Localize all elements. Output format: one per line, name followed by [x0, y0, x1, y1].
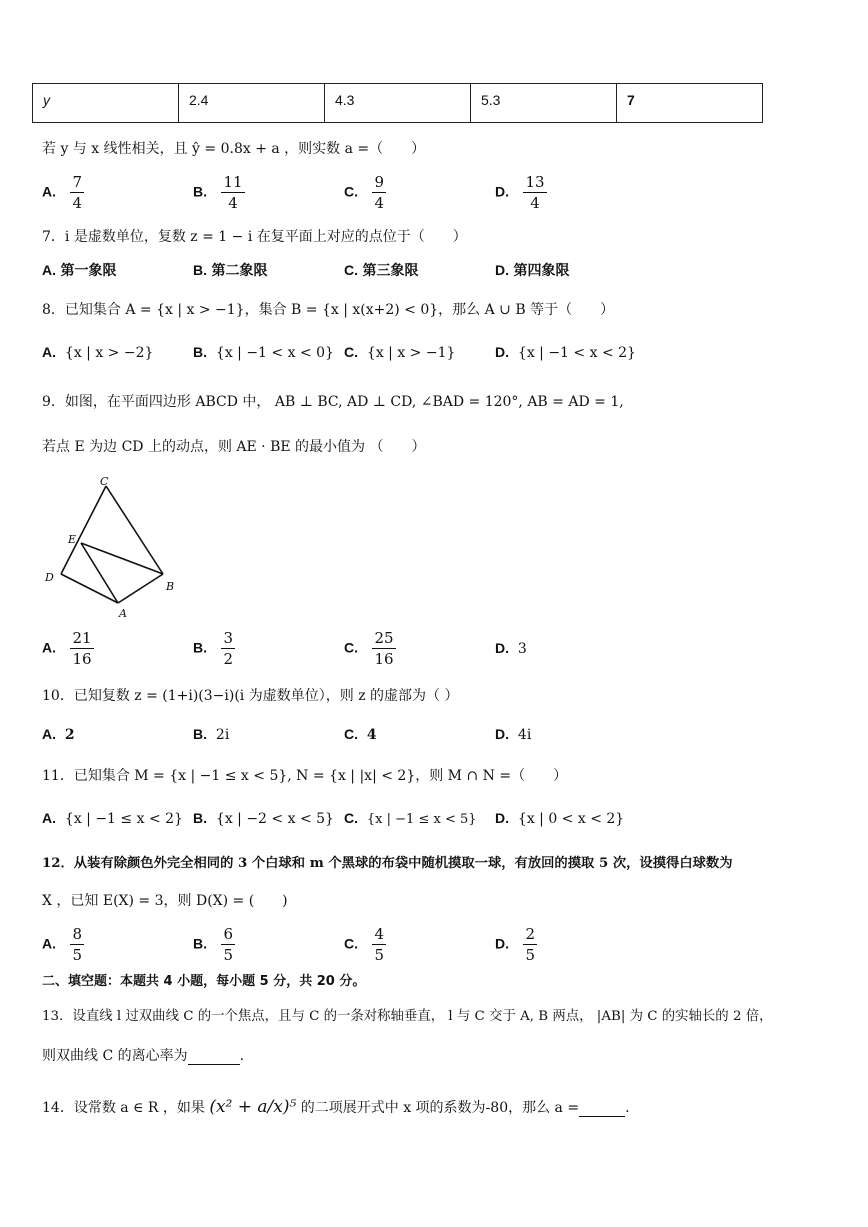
option-label: C. [344, 810, 358, 826]
q13-text: 则双曲线 C 的离心率为 [42, 1048, 188, 1064]
q9-option-c[interactable] [344, 628, 396, 669]
numerator: 2 [525, 925, 535, 943]
q9-option-b[interactable] [193, 628, 235, 669]
option-label: A. [42, 810, 56, 826]
denominator: 5 [72, 946, 82, 964]
q14-stem [42, 1097, 630, 1117]
numerator: 8 [72, 925, 82, 943]
option-label: B. [193, 935, 207, 952]
option-text: {x | x > −2} [64, 345, 154, 361]
q10-option-d[interactable] [495, 726, 531, 743]
denominator: 2 [223, 650, 233, 668]
table-cell: 2.4 [179, 84, 325, 123]
fraction [70, 924, 84, 965]
option-label: D. [495, 640, 509, 656]
q6-option-a[interactable] [42, 172, 84, 213]
data-table [32, 83, 763, 123]
option-text: 第四象限 [513, 263, 570, 279]
q6-stem: 若 y 与 x 线性相关，且 ŷ = 0.8x + a ，则实数 a =（ ） [42, 141, 426, 157]
denominator: 16 [374, 650, 394, 668]
q14-text-a: 14．设常数 a ∈ R ，如果 [42, 1100, 205, 1116]
option-label: B. [193, 639, 207, 656]
option-text: 4 [366, 727, 377, 743]
numerator: 9 [374, 173, 384, 191]
option-text: {x | −2 < x < 5} [215, 811, 334, 827]
figure-label-e: E [68, 533, 77, 546]
numerator: 21 [72, 629, 92, 647]
option-label: A. [42, 726, 56, 742]
q14-end: . [625, 1100, 630, 1116]
numerator: 25 [374, 629, 394, 647]
numerator: 11 [223, 173, 243, 191]
q8-stem: 8．已知集合 A = {x | x > −1}，集合 B = {x | x(x+2) < 0}，那么 A ∪ B 等于（ ） [42, 302, 615, 318]
section-heading: 二、填空题：本题共 4 小题，每小题 5 分，共 20 分。 [42, 974, 366, 989]
option-label: B. [193, 344, 207, 360]
q12-option-a[interactable] [42, 924, 84, 965]
table-cell: 4.3 [325, 84, 471, 123]
table-cell: 5.3 [471, 84, 617, 123]
q10-stem: 10．已知复数 z = (1+i)(3−i)(i 为虚数单位），则 z 的虚部为（ ） [42, 688, 459, 704]
q9-stem-line2: 若点 E 为边 CD 上的动点，则 AE · BE 的最小值为 （ ） [42, 439, 426, 455]
fraction [372, 924, 386, 965]
fraction [221, 628, 235, 669]
option-label: D. [495, 935, 509, 952]
q7-stem: 7．i 是虚数单位，复数 z = 1 − i 在复平面上对应的点位于（ ） [42, 229, 467, 245]
option-label: D. [495, 183, 509, 200]
option-label: C. [344, 183, 358, 200]
figure-label-d: D [45, 571, 54, 584]
numerator: 6 [223, 925, 233, 943]
denominator: 4 [530, 194, 540, 212]
q12-stem-line1: 12．从装有除颜色外完全相同的 3 个白球和 m 个黑球的布袋中随机摸取一球，有放回的摸取 5 次，设摸得白球数为 [42, 856, 733, 871]
option-text: 2 [64, 727, 75, 743]
option-label: A. [42, 183, 56, 200]
q9-stem-line1: 9．如图，在平面四边形 ABCD 中， AB ⊥ BC, AD ⊥ CD, ∠BAD = 120°, AB = AD = 1, [42, 394, 624, 410]
answer-blank[interactable] [579, 1100, 625, 1117]
option-label: D. [495, 810, 509, 826]
option-text: 2i [215, 727, 230, 743]
q7-option-a[interactable] [42, 260, 116, 280]
fraction [372, 172, 386, 213]
q8-option-d[interactable] [495, 344, 636, 361]
binomial-expression: (x² + a/x)⁵ [209, 1097, 297, 1117]
denominator: 16 [72, 650, 92, 668]
q10-option-a[interactable] [42, 726, 75, 743]
option-text: {x | 0 < x < 2} [517, 811, 625, 827]
q13-end: . [239, 1048, 245, 1064]
option-text: {x | x > −1} [366, 345, 456, 361]
q7-option-c[interactable] [344, 260, 418, 280]
option-label: B. [193, 262, 207, 278]
fraction [70, 172, 84, 213]
fraction [372, 628, 395, 669]
denominator: 4 [72, 194, 82, 212]
table-cell: 7 [617, 84, 763, 123]
option-text: {x | −1 < x < 2} [517, 345, 636, 361]
figure-label-a: A [119, 607, 127, 620]
q9-option-a[interactable] [42, 628, 94, 669]
quadrilateral-figure [40, 470, 190, 622]
q11-option-d[interactable] [495, 810, 624, 827]
denominator: 4 [228, 194, 238, 212]
answer-blank[interactable] [188, 1048, 240, 1065]
q11-stem: 11．已知集合 M = {x | −1 ≤ x < 5}, N = {x | |x| < 2}，则 M ∩ N =（ ） [42, 768, 568, 784]
q13-stem-line2 [42, 1045, 244, 1065]
option-label: A. [42, 262, 56, 278]
option-label: C. [344, 639, 358, 656]
q6-option-b[interactable] [193, 172, 245, 213]
option-label: C. [344, 262, 358, 278]
denominator: 5 [223, 946, 233, 964]
option-label: B. [193, 810, 207, 826]
option-label: B. [193, 183, 207, 200]
figure-label-b: B [166, 580, 175, 593]
q8-option-a[interactable] [42, 344, 153, 361]
option-text: 3 [517, 641, 527, 657]
fraction [221, 924, 235, 965]
option-text: {x | −1 ≤ x < 2} [64, 811, 183, 827]
option-label: A. [42, 639, 56, 656]
q6-option-c[interactable] [344, 172, 386, 213]
fraction [523, 924, 537, 965]
option-label: C. [344, 344, 358, 360]
q10-option-b[interactable] [193, 726, 229, 743]
option-text: 第二象限 [211, 263, 268, 279]
denominator: 4 [374, 194, 384, 212]
q7-option-b[interactable] [193, 260, 267, 280]
q11-option-b[interactable] [193, 810, 334, 827]
q9-option-d[interactable] [495, 640, 527, 657]
fraction [523, 172, 546, 213]
numerator: 4 [374, 925, 384, 943]
fraction [70, 628, 93, 669]
option-label: C. [344, 935, 358, 952]
fraction [221, 172, 244, 213]
q8-option-b[interactable] [193, 344, 334, 361]
q11-option-a[interactable] [42, 810, 183, 827]
q12-stem-line2: X ，已知 E(X) = 3，则 D(X) = ( ) [42, 893, 288, 909]
table-row-label: y [33, 84, 179, 123]
denominator: 5 [525, 946, 535, 964]
q12-option-b[interactable] [193, 924, 235, 965]
option-label: D. [495, 726, 509, 742]
option-text: 4i [517, 727, 532, 743]
option-text: 第一象限 [60, 263, 117, 279]
q12-option-c[interactable] [344, 924, 386, 965]
q8-option-c[interactable] [344, 344, 455, 361]
option-text: {x | −1 < x < 0} [215, 345, 334, 361]
q6-option-d[interactable] [495, 172, 547, 213]
table-row [33, 84, 763, 123]
option-text: {x | −1 ≤ x < 5} [366, 812, 477, 827]
q12-option-d[interactable] [495, 924, 537, 965]
denominator: 5 [374, 946, 384, 964]
q14-text-b: 的二项展开式中 x 项的系数为-80，那么 a = [300, 1100, 580, 1116]
figure-label-c: C [100, 475, 109, 488]
option-label: D. [495, 262, 509, 278]
q10-option-c[interactable] [344, 726, 377, 743]
option-label: D. [495, 344, 509, 360]
numerator: 13 [525, 173, 545, 191]
q11-option-c[interactable] [344, 810, 477, 827]
q13-stem-line1: 13．设直线 l 过双曲线 C 的一个焦点，且与 C 的一条对称轴垂直， l 与 C 交于 A, B 两点， |AB| 为 C 的实轴长的 2 倍， [42, 1009, 773, 1024]
numerator: 3 [223, 629, 233, 647]
option-label: C. [344, 726, 358, 742]
option-label: B. [193, 726, 207, 742]
option-label: A. [42, 344, 56, 360]
option-text: 第三象限 [362, 263, 419, 279]
numerator: 7 [72, 173, 82, 191]
option-label: A. [42, 935, 56, 952]
q7-option-d[interactable] [495, 260, 569, 280]
